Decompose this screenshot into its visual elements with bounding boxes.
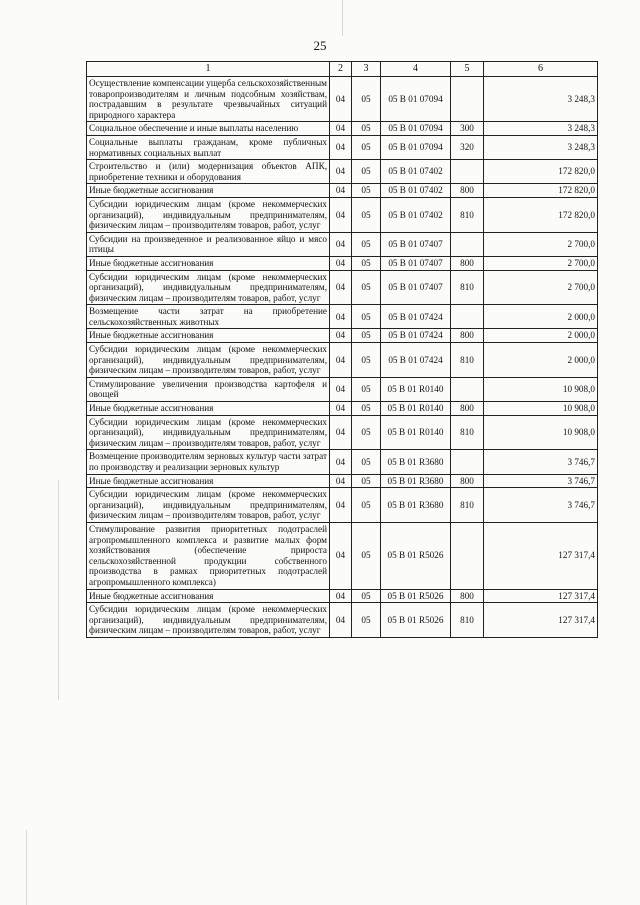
amount-cell: 2 700,0: [484, 270, 598, 305]
item-name-cell: Осуществление компенсации ущерба сельскохозяйственным товаропроизводителям и личным подсобным хозяйствам, пострадавшим в результате чрезвычайных ситуаций природного характера: [87, 77, 330, 122]
amount-cell: 127 317,4: [484, 589, 598, 603]
item-name-cell: Стимулирование развития приоритетных подотраслей агропромышленного комплекса и развитие малых форм хозяйствования (обеспечение прироста сельскохозяйственной продукции собственного производства в рамках приоритетных подотраслей агропромышленного комплекса): [87, 522, 330, 589]
section-code-cell: 04: [330, 415, 352, 450]
target-article-cell: 05 В 01 07407: [381, 232, 451, 256]
item-name-cell: Иные бюджетные ассигнования: [87, 474, 330, 488]
section-code-cell: 04: [330, 135, 352, 159]
subsection-code-cell: 05: [352, 122, 381, 136]
expense-type-cell: 800: [451, 256, 484, 270]
table-row: [87, 122, 598, 136]
subsection-code-cell: 05: [352, 184, 381, 198]
item-name-cell: Субсидии юридическим лицам (кроме некоммерческих организаций), индивидуальным предпринимателям, физическим лицам – производителям товаров, работ, услуг: [87, 488, 330, 523]
section-code-cell: 04: [330, 160, 352, 184]
expense-type-cell: 800: [451, 402, 484, 416]
table-row: [87, 589, 598, 603]
expense-type-cell: 300: [451, 122, 484, 136]
target-article-cell: 05 В 01 R3680: [381, 450, 451, 474]
subsection-code-cell: 05: [352, 488, 381, 523]
section-code-cell: 04: [330, 450, 352, 474]
target-article-cell: 05 В 01 R0140: [381, 415, 451, 450]
expense-type-cell: [451, 377, 484, 401]
table-row: [87, 232, 598, 256]
section-code-cell: 04: [330, 184, 352, 198]
subsection-code-cell: 05: [352, 343, 381, 378]
section-code-cell: 04: [330, 343, 352, 378]
amount-cell: 2 700,0: [484, 256, 598, 270]
target-article-cell: 05 В 01 07407: [381, 256, 451, 270]
table-row: [87, 474, 598, 488]
subsection-code-cell: 05: [352, 589, 381, 603]
subsection-code-cell: 05: [352, 256, 381, 270]
section-code-cell: 04: [330, 377, 352, 401]
section-code-cell: 04: [330, 270, 352, 305]
expense-type-cell: 810: [451, 488, 484, 523]
table-row: [87, 135, 598, 159]
expense-type-cell: 810: [451, 197, 484, 232]
target-article-cell: 05 В 01 07094: [381, 122, 451, 136]
expense-type-cell: 800: [451, 184, 484, 198]
amount-cell: 3 746,7: [484, 474, 598, 488]
table-row: [87, 377, 598, 401]
expense-type-cell: 810: [451, 415, 484, 450]
target-article-cell: 05 В 01 07402: [381, 160, 451, 184]
expense-type-cell: 320: [451, 135, 484, 159]
expense-type-cell: [451, 160, 484, 184]
subsection-code-cell: 05: [352, 603, 381, 638]
subsection-code-cell: 05: [352, 450, 381, 474]
amount-cell: 10 908,0: [484, 377, 598, 401]
target-article-cell: 05 В 01 07424: [381, 305, 451, 329]
header-cell: 3: [352, 62, 381, 77]
table-row: [87, 450, 598, 474]
header-cell: 2: [330, 62, 352, 77]
header-cell: 4: [381, 62, 451, 77]
subsection-code-cell: 05: [352, 160, 381, 184]
table-row: [87, 329, 598, 343]
target-article-cell: 05 В 01 R5026: [381, 603, 451, 638]
table-row: [87, 197, 598, 232]
expense-type-cell: 810: [451, 603, 484, 638]
expense-type-cell: [451, 77, 484, 122]
section-code-cell: 04: [330, 256, 352, 270]
section-code-cell: 04: [330, 522, 352, 589]
item-name-cell: Возмещение производителям зерновых культур части затрат по производству и реализации зерновых культур: [87, 450, 330, 474]
section-code-cell: 04: [330, 589, 352, 603]
amount-cell: 10 908,0: [484, 415, 598, 450]
subsection-code-cell: 05: [352, 474, 381, 488]
item-name-cell: Социальные выплаты гражданам, кроме публичных нормативных социальных выплат: [87, 135, 330, 159]
subsection-code-cell: 05: [352, 415, 381, 450]
expense-type-cell: 810: [451, 343, 484, 378]
table-header-row: [87, 62, 598, 77]
target-article-cell: 05 В 01 R5026: [381, 522, 451, 589]
section-code-cell: 04: [330, 402, 352, 416]
item-name-cell: Иные бюджетные ассигнования: [87, 402, 330, 416]
section-code-cell: 04: [330, 232, 352, 256]
table-row: [87, 77, 598, 122]
expense-type-cell: [451, 450, 484, 474]
item-name-cell: Иные бюджетные ассигнования: [87, 184, 330, 198]
amount-cell: 3 746,7: [484, 450, 598, 474]
table-row: [87, 402, 598, 416]
subsection-code-cell: 05: [352, 402, 381, 416]
amount-cell: 2 700,0: [484, 232, 598, 256]
target-article-cell: 05 В 01 R3680: [381, 488, 451, 523]
amount-cell: 3 746,7: [484, 488, 598, 523]
item-name-cell: Субсидии юридическим лицам (кроме некоммерческих организаций), индивидуальным предпринимателям, физическим лицам – производителям товаров, работ, услуг: [87, 343, 330, 378]
amount-cell: 3 248,3: [484, 122, 598, 136]
expense-type-cell: 800: [451, 474, 484, 488]
page-number: 25: [313, 38, 327, 53]
subsection-code-cell: 05: [352, 329, 381, 343]
amount-cell: 172 820,0: [484, 160, 598, 184]
target-article-cell: 05 В 01 07402: [381, 184, 451, 198]
subsection-code-cell: 05: [352, 270, 381, 305]
table-row: [87, 343, 598, 378]
target-article-cell: 05 В 01 R0140: [381, 402, 451, 416]
amount-cell: 10 908,0: [484, 402, 598, 416]
target-article-cell: 05 В 01 R3680: [381, 474, 451, 488]
section-code-cell: 04: [330, 77, 352, 122]
item-name-cell: Социальное обеспечение и иные выплаты населению: [87, 122, 330, 136]
table-row: [87, 184, 598, 198]
header-cell: 5: [451, 62, 484, 77]
table-row: [87, 270, 598, 305]
section-code-cell: 04: [330, 488, 352, 523]
expense-type-cell: [451, 232, 484, 256]
table-row: [87, 415, 598, 450]
amount-cell: 3 248,3: [484, 77, 598, 122]
expense-type-cell: 800: [451, 329, 484, 343]
amount-cell: 2 000,0: [484, 305, 598, 329]
item-name-cell: Субсидии юридическим лицам (кроме некоммерческих организаций), индивидуальным предпринимателям, физическим лицам – производителям товаров, работ, услуг: [87, 603, 330, 638]
subsection-code-cell: 05: [352, 232, 381, 256]
expense-type-cell: 810: [451, 270, 484, 305]
expense-type-cell: [451, 522, 484, 589]
item-name-cell: Стимулирование увеличения производства картофеля и овощей: [87, 377, 330, 401]
scan-margin-line: [26, 830, 27, 905]
table-row: [87, 305, 598, 329]
table-row: [87, 160, 598, 184]
subsection-code-cell: 05: [352, 377, 381, 401]
table-row: [87, 603, 598, 638]
table-row: [87, 522, 598, 589]
target-article-cell: 05 В 01 07094: [381, 77, 451, 122]
budget-table: [86, 61, 598, 638]
table-row: [87, 488, 598, 523]
amount-cell: 2 000,0: [484, 343, 598, 378]
scan-margin-line: [342, 0, 343, 36]
target-article-cell: 05 В 01 07424: [381, 343, 451, 378]
expense-type-cell: 800: [451, 589, 484, 603]
item-name-cell: Иные бюджетные ассигнования: [87, 589, 330, 603]
target-article-cell: 05 В 01 07407: [381, 270, 451, 305]
target-article-cell: 05 В 01 R0140: [381, 377, 451, 401]
subsection-code-cell: 05: [352, 305, 381, 329]
item-name-cell: Субсидии на произведенное и реализованное яйцо и мясо птицы: [87, 232, 330, 256]
section-code-cell: 04: [330, 305, 352, 329]
item-name-cell: Иные бюджетные ассигнования: [87, 256, 330, 270]
item-name-cell: Возмещение части затрат на приобретение сельскохозяйственных животных: [87, 305, 330, 329]
amount-cell: 127 317,4: [484, 522, 598, 589]
section-code-cell: 04: [330, 197, 352, 232]
target-article-cell: 05 В 01 07402: [381, 197, 451, 232]
scan-margin-line: [58, 480, 59, 700]
item-name-cell: Строительство и (или) модернизация объектов АПК, приобретение техники и оборудования: [87, 160, 330, 184]
target-article-cell: 05 В 01 R5026: [381, 589, 451, 603]
subsection-code-cell: 05: [352, 135, 381, 159]
amount-cell: 172 820,0: [484, 197, 598, 232]
item-name-cell: Субсидии юридическим лицам (кроме некоммерческих организаций), индивидуальным предпринимателям, физическим лицам – производителям товаров, работ, услуг: [87, 197, 330, 232]
table-row: [87, 256, 598, 270]
amount-cell: 3 248,3: [484, 135, 598, 159]
target-article-cell: 05 В 01 07424: [381, 329, 451, 343]
subsection-code-cell: 05: [352, 197, 381, 232]
amount-cell: 127 317,4: [484, 603, 598, 638]
amount-cell: 2 000,0: [484, 329, 598, 343]
section-code-cell: 04: [330, 122, 352, 136]
section-code-cell: 04: [330, 474, 352, 488]
header-cell: 6: [484, 62, 598, 77]
item-name-cell: Субсидии юридическим лицам (кроме некоммерческих организаций), индивидуальным предпринимателям, физическим лицам – производителям товаров, работ, услуг: [87, 415, 330, 450]
section-code-cell: 04: [330, 603, 352, 638]
target-article-cell: 05 В 01 07094: [381, 135, 451, 159]
subsection-code-cell: 05: [352, 522, 381, 589]
expense-type-cell: [451, 305, 484, 329]
item-name-cell: Субсидии юридическим лицам (кроме некоммерческих организаций), индивидуальным предпринимателям, физическим лицам – производителям товаров, работ, услуг: [87, 270, 330, 305]
section-code-cell: 04: [330, 329, 352, 343]
amount-cell: 172 820,0: [484, 184, 598, 198]
header-cell: 1: [87, 62, 330, 77]
subsection-code-cell: 05: [352, 77, 381, 122]
item-name-cell: Иные бюджетные ассигнования: [87, 329, 330, 343]
